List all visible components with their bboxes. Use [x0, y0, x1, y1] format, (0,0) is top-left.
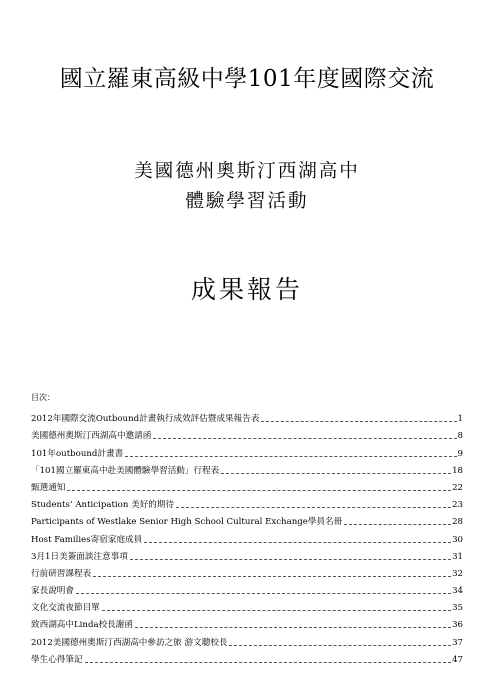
toc-entry[interactable] — [31, 563, 463, 580]
toc-leader — [130, 559, 451, 560]
toc-entry[interactable] — [31, 477, 463, 494]
toc-entry-page: 32 — [452, 568, 463, 579]
subtitle-school: 美國德州奧斯汀西湖高中 — [134, 161, 360, 182]
toc-entry-page: 31 — [452, 551, 463, 562]
toc-entry-title: 學生心得筆記 — [31, 654, 83, 665]
toc-entry[interactable] — [31, 546, 463, 563]
toc-entry-page: 34 — [452, 586, 463, 597]
report-title: 成果報告 — [190, 275, 303, 304]
toc-entry[interactable] — [31, 580, 463, 597]
toc-entry-title: Students’ Anticipation 美好的期待 — [31, 500, 175, 511]
toc-entry-page: 23 — [452, 500, 463, 511]
toc-leader — [176, 507, 451, 508]
toc-entry-page: 8 — [457, 431, 463, 442]
toc-entry-page: 47 — [452, 654, 463, 665]
toc-leader — [153, 438, 456, 439]
toc-entry-page: 37 — [452, 637, 463, 648]
toc-entry-title: 「101國立羅東高中赴美國體驗學習活動」行程表 — [31, 465, 220, 476]
toc-leader — [125, 456, 456, 457]
toc-leader — [261, 421, 456, 422]
toc-leader — [229, 645, 451, 646]
toc-entry-title: 致西湖高中Linda校長謝函 — [31, 620, 133, 631]
toc-leader — [144, 542, 451, 543]
toc-entry[interactable] — [31, 597, 463, 614]
toc-leader — [102, 610, 451, 611]
toc-entry[interactable] — [31, 511, 463, 528]
subtitle-activity: 體驗學習活動 — [185, 191, 309, 212]
toc-entry-title: 101年outbound計畫書 — [31, 448, 124, 459]
toc-entry-title: 美國德州奧斯汀西湖高中邀請函 — [31, 431, 152, 442]
toc-entry-page: 18 — [452, 465, 463, 476]
toc-entry-title: 2012年國際交流Outbound計畫執行成效評估暨成果報告表 — [31, 414, 260, 425]
toc-entry[interactable] — [31, 649, 463, 666]
toc-leader — [344, 524, 451, 525]
toc-leader — [135, 627, 451, 628]
toc-entry-page: 36 — [452, 620, 463, 631]
toc-entry-title: 甄選通知 — [31, 482, 66, 493]
toc-entry-page: 1 — [457, 414, 463, 425]
toc-leader — [221, 473, 451, 474]
toc-heading: 目次： — [31, 393, 55, 402]
toc-entry-page: 28 — [452, 517, 463, 528]
toc-leader — [76, 593, 451, 594]
toc-entry[interactable] — [31, 614, 463, 631]
toc-entry-page: 9 — [457, 448, 463, 459]
toc-entry-title: 3月1日美簽面談注意事項 — [31, 551, 128, 562]
toc-entry[interactable] — [31, 460, 463, 477]
toc-leader — [67, 490, 451, 491]
toc-entry[interactable] — [31, 442, 463, 459]
toc-entry-title: Participants of Westlake Senior High School Cultural Exchange學員名冊 — [31, 517, 343, 528]
toc-entry[interactable] — [31, 631, 463, 648]
toc-leader — [93, 576, 451, 577]
toc-entry[interactable] — [31, 425, 463, 442]
toc-entry-title: 2012美國德州奧斯汀西湖高中參訪之旅 游文聰校長 — [31, 637, 228, 648]
table-of-contents — [31, 408, 463, 666]
toc-entry-title: 行前研習課程表 — [31, 568, 92, 579]
toc-entry-title: 家長說明會 — [31, 586, 74, 597]
toc-entry[interactable] — [31, 528, 463, 545]
toc-entry-title: 文化交流夜節目單 — [31, 603, 100, 614]
document-title: 國立羅東高級中學101年度國際交流 — [59, 66, 435, 92]
toc-entry-page: 35 — [452, 603, 463, 614]
toc-entry-title: Host Families寄宿家庭成員 — [31, 534, 143, 545]
toc-entry-page: 30 — [452, 534, 463, 545]
toc-entry[interactable] — [31, 494, 463, 511]
toc-leader — [85, 662, 451, 663]
toc-entry-page: 22 — [452, 482, 463, 493]
toc-entry[interactable] — [31, 408, 463, 425]
